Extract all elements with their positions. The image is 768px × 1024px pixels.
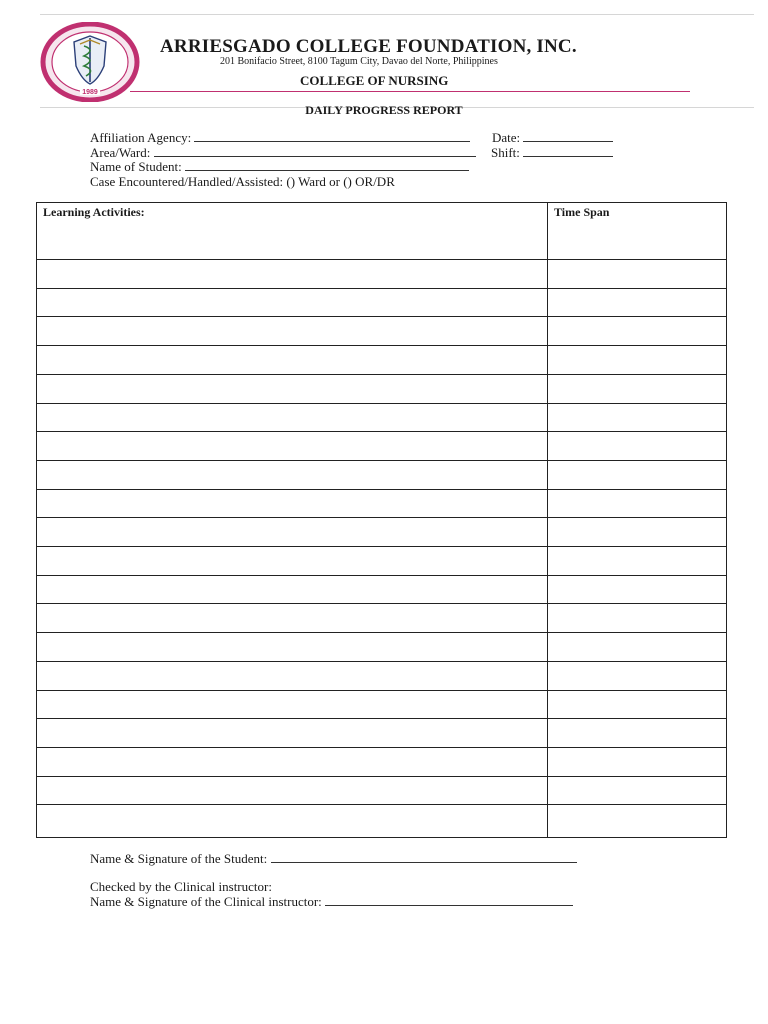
shift-blank[interactable]	[523, 145, 613, 157]
institution-name: ARRIESGADO COLLEGE FOUNDATION, INC.	[160, 36, 577, 57]
date-blank[interactable]	[523, 130, 613, 142]
area-ward-blank[interactable]	[154, 145, 476, 157]
college-name: COLLEGE OF NURSING	[300, 73, 449, 88]
college-seal-logo	[40, 22, 144, 102]
student-signature-label: Name & Signature of the Student:	[90, 851, 268, 866]
table-row[interactable]	[37, 575, 726, 576]
affiliation-agency-label: Affiliation Agency:	[90, 130, 192, 145]
date-field[interactable]	[492, 130, 613, 146]
form-title: DAILY PROGRESS REPORT	[305, 103, 463, 117]
student-signature-blank[interactable]	[271, 851, 577, 863]
table-row[interactable]	[37, 776, 726, 777]
affiliation-agency-blank[interactable]	[194, 130, 470, 142]
table-row[interactable]	[37, 661, 726, 662]
case-field[interactable]	[90, 174, 395, 190]
ci-signature-field[interactable]	[90, 894, 573, 910]
column-separator	[547, 203, 548, 837]
shift-label: Shift:	[491, 145, 520, 160]
table-row[interactable]	[37, 718, 726, 719]
area-ward-label: Area/Ward:	[90, 145, 151, 160]
institution-address: 201 Bonifacio Street, 8100 Tagum City, Davao del Norte, Philippines	[220, 56, 498, 67]
seal-year: 1989	[82, 89, 98, 96]
table-row[interactable]	[37, 431, 726, 432]
ci-signature-blank[interactable]	[325, 894, 573, 906]
header-divider	[130, 91, 690, 92]
ci-signature-label: Name & Signature of the Clinical instructor:	[90, 894, 322, 909]
table-row[interactable]	[37, 804, 726, 805]
activities-table	[36, 202, 727, 838]
table-row[interactable]	[37, 747, 726, 748]
table-row[interactable]	[37, 316, 726, 317]
table-row[interactable]	[37, 546, 726, 547]
case-label: Case Encountered/Handled/Assisted: () Ward or () OR/DR	[90, 174, 395, 189]
student-signature-field[interactable]	[90, 851, 577, 867]
table-row[interactable]	[37, 259, 726, 260]
table-row[interactable]	[37, 632, 726, 633]
table-row[interactable]	[37, 690, 726, 691]
learning-activities-header: Learning Activities:	[43, 205, 145, 219]
table-row[interactable]	[37, 517, 726, 518]
time-span-header: Time Span	[554, 205, 610, 219]
table-row[interactable]	[37, 489, 726, 490]
date-label: Date:	[492, 130, 521, 145]
table-row[interactable]	[37, 374, 726, 375]
table-row[interactable]	[37, 403, 726, 404]
table-row[interactable]	[37, 603, 726, 604]
table-row[interactable]	[37, 288, 726, 289]
student-name-blank[interactable]	[185, 159, 469, 171]
affiliation-agency-field[interactable]	[90, 130, 470, 146]
student-name-field[interactable]	[90, 159, 469, 175]
shift-field[interactable]	[491, 145, 613, 161]
checked-by-label: Checked by the Clinical instructor:	[90, 879, 272, 894]
table-row[interactable]	[37, 345, 726, 346]
student-name-label: Name of Student:	[90, 159, 182, 174]
table-row[interactable]	[37, 460, 726, 461]
